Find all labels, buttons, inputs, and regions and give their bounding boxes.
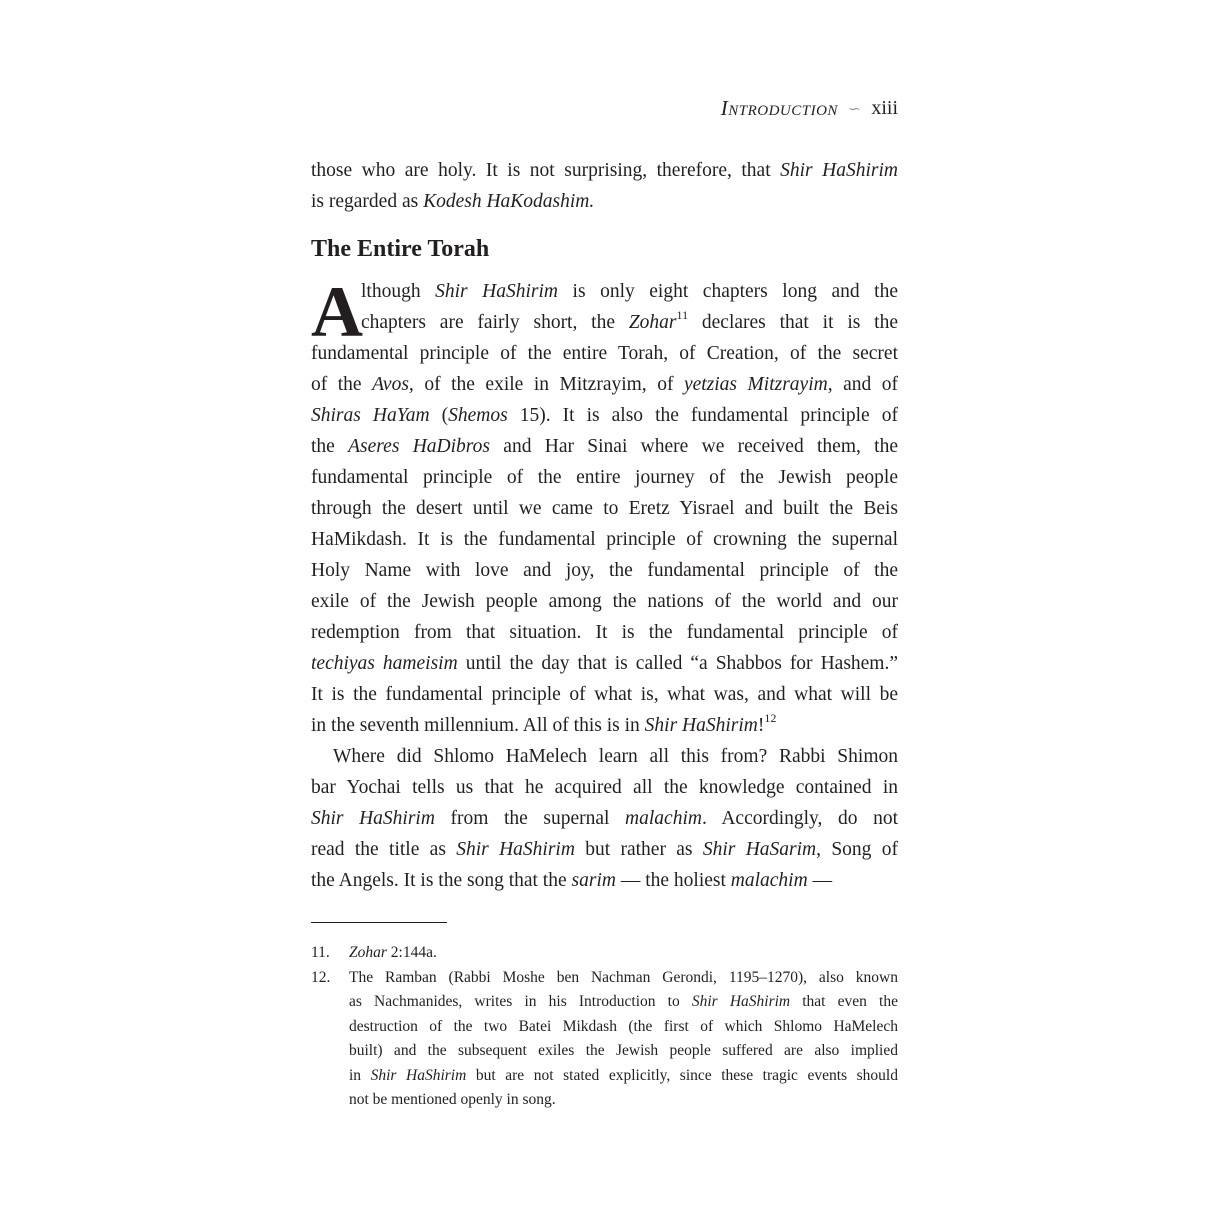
text-segment: in bbox=[349, 1066, 371, 1084]
text-segment: Shiras HaYam bbox=[311, 405, 430, 426]
text-segment: , and of bbox=[827, 374, 898, 395]
text-segment: Holy Name with love and joy, the fundamental principle of the bbox=[311, 560, 898, 581]
text-line bbox=[311, 524, 898, 555]
text-segment: chapters are fairly short, the bbox=[361, 312, 629, 333]
text-segment: sarim bbox=[571, 870, 616, 891]
text-segment: Avos, bbox=[372, 374, 414, 395]
footnote-number: 12. bbox=[311, 968, 331, 986]
text-segment: not be mentioned openly in song. bbox=[349, 1091, 556, 1108]
text-segment: as Nachmanides, writes in his Introduction to bbox=[349, 993, 692, 1010]
footnote-ref: 12 bbox=[764, 711, 777, 725]
text-line bbox=[311, 369, 898, 400]
text-segment: built) and the subsequent exiles the Jewish people suffered are also implied bbox=[349, 1042, 898, 1059]
text-segment: Zohar bbox=[349, 944, 387, 961]
text-segment: ( bbox=[429, 405, 449, 426]
footnote-divider bbox=[311, 922, 447, 923]
text-line bbox=[311, 710, 898, 741]
text-line bbox=[311, 307, 898, 338]
text-segment: . Accordingly, do not bbox=[701, 808, 898, 829]
intro-paragraph bbox=[311, 155, 898, 217]
drop-cap: A bbox=[311, 272, 363, 352]
text-line bbox=[311, 555, 898, 586]
text-segment: bar Yochai tells us that he acquired all the knowledge contained in bbox=[311, 777, 898, 798]
running-header bbox=[721, 96, 898, 121]
text-line bbox=[311, 431, 898, 462]
text-line bbox=[311, 679, 898, 710]
footnote-line bbox=[311, 1064, 898, 1089]
text-segment: the bbox=[311, 436, 349, 457]
text-segment: until the day that is called “a Shabbos for Hashem.” bbox=[457, 653, 899, 674]
footnote-line bbox=[311, 1088, 898, 1113]
text-segment: Shir HaShirim bbox=[370, 1066, 467, 1084]
text-line bbox=[311, 865, 898, 896]
text-segment: Shir HaShirim bbox=[691, 993, 791, 1010]
page-number: xiii bbox=[871, 97, 898, 119]
footnote-line bbox=[311, 1015, 898, 1040]
text-line bbox=[311, 493, 898, 524]
text-line bbox=[311, 772, 898, 803]
text-segment: that even the bbox=[790, 993, 898, 1010]
footnote-line bbox=[311, 966, 898, 991]
chapter-title: Introduction bbox=[720, 96, 838, 120]
text-segment: Kodesh HaKodashim. bbox=[423, 191, 595, 212]
text-line bbox=[311, 834, 898, 865]
text-line bbox=[311, 276, 898, 307]
text-line bbox=[311, 400, 898, 431]
text-line bbox=[311, 586, 898, 617]
text-segment: from the supernal bbox=[434, 808, 626, 829]
text-line bbox=[311, 462, 898, 493]
text-segment: is only eight chapters long and the bbox=[558, 281, 898, 302]
text-segment: yetzias Mitzrayim bbox=[683, 374, 828, 395]
text-segment: redemption from that situation. It is the fundamental principle of bbox=[311, 622, 898, 643]
text-segment: It is the fundamental principle of what is, what was, and what will be bbox=[311, 684, 898, 705]
text-segment: lthough bbox=[361, 281, 436, 302]
text-segment: techiyas hameisim bbox=[311, 653, 458, 674]
text-segment: Shir HaSarim bbox=[702, 839, 817, 860]
text-segment: Shir HaShirim bbox=[644, 715, 758, 736]
text-segment: fundamental principle of the entire journey of the Jewish people bbox=[311, 467, 898, 488]
text-segment: in the seventh millennium. All of this is in bbox=[311, 715, 645, 736]
text-segment: — bbox=[807, 870, 833, 891]
text-segment: Zohar bbox=[628, 312, 677, 333]
text-segment: and Har Sinai where we received them, the bbox=[490, 436, 898, 457]
footnote-line bbox=[311, 990, 898, 1015]
text-segment: malachim bbox=[730, 870, 808, 891]
text-segment: is regarded as bbox=[311, 191, 424, 212]
text-segment: HaMikdash. It is the fundamental principle of crowning the supernal bbox=[311, 529, 898, 550]
footnotes bbox=[311, 941, 898, 1113]
text-line bbox=[311, 155, 898, 186]
text-segment: 15). It is also the fundamental principle of bbox=[507, 405, 898, 426]
text-segment: those who are holy. It is not surprising, therefore, that bbox=[311, 160, 781, 181]
text-line bbox=[311, 648, 898, 679]
text-segment: destruction of the two Batei Mikdash (the first of which Shlomo HaMelech bbox=[349, 1017, 898, 1035]
section-heading: The Entire Torah bbox=[311, 236, 490, 262]
text-segment: Shemos bbox=[448, 405, 508, 426]
text-segment: ! bbox=[757, 715, 765, 736]
text-segment: but are not stated explicitly, since these tragic events should bbox=[466, 1066, 898, 1084]
text-segment: — the holiest bbox=[615, 870, 731, 891]
text-segment: Where did Shlomo HaMelech learn all this from? Rabbi Shimon bbox=[333, 746, 898, 767]
text-segment: through the desert until we came to Eretz Yisrael and built the Beis bbox=[311, 498, 898, 519]
text-segment: but rather as bbox=[574, 839, 703, 860]
text-segment: read the title as bbox=[311, 839, 457, 860]
text-segment: of the exile in Mitzrayim, of bbox=[413, 374, 684, 395]
text-segment: 2:144a. bbox=[386, 944, 437, 961]
text-segment: the Angels. It is the song that the bbox=[311, 870, 572, 891]
ornament-icon: ∽ bbox=[847, 100, 862, 118]
text-segment: Shir HaShirim bbox=[311, 808, 435, 829]
paragraph-1 bbox=[311, 272, 899, 741]
text-segment: of the bbox=[311, 374, 373, 395]
text-line bbox=[311, 338, 898, 369]
text-segment: malachim bbox=[625, 808, 702, 829]
text-segment: Shir HaShirim bbox=[456, 839, 575, 860]
footnote bbox=[311, 966, 898, 1113]
text-segment: fundamental principle of the entire Torah, of Creation, of the secret bbox=[311, 343, 898, 364]
text-line bbox=[311, 803, 898, 834]
text-segment: Shir HaShirim bbox=[780, 160, 898, 181]
text-line bbox=[311, 186, 898, 217]
text-segment: The Ramban (Rabbi Moshe ben Nachman Gerondi, 1195–1270), also known bbox=[349, 968, 898, 986]
text-line bbox=[311, 617, 898, 648]
text-line bbox=[311, 741, 898, 772]
footnote bbox=[311, 941, 898, 966]
text-segment: exile of the Jewish people among the nations of the world and our bbox=[311, 591, 898, 612]
text-segment: declares that it is the bbox=[688, 312, 898, 333]
footnote-ref: 11 bbox=[676, 308, 689, 322]
footnote-line bbox=[311, 1039, 898, 1064]
text-segment: Aseres HaDibros bbox=[348, 436, 490, 457]
text-segment: Shir HaShirim bbox=[435, 281, 558, 302]
paragraph-2 bbox=[311, 741, 898, 896]
footnote-number: 11. bbox=[311, 944, 330, 961]
footnote-line bbox=[311, 941, 898, 966]
text-segment: , Song of bbox=[816, 839, 898, 860]
